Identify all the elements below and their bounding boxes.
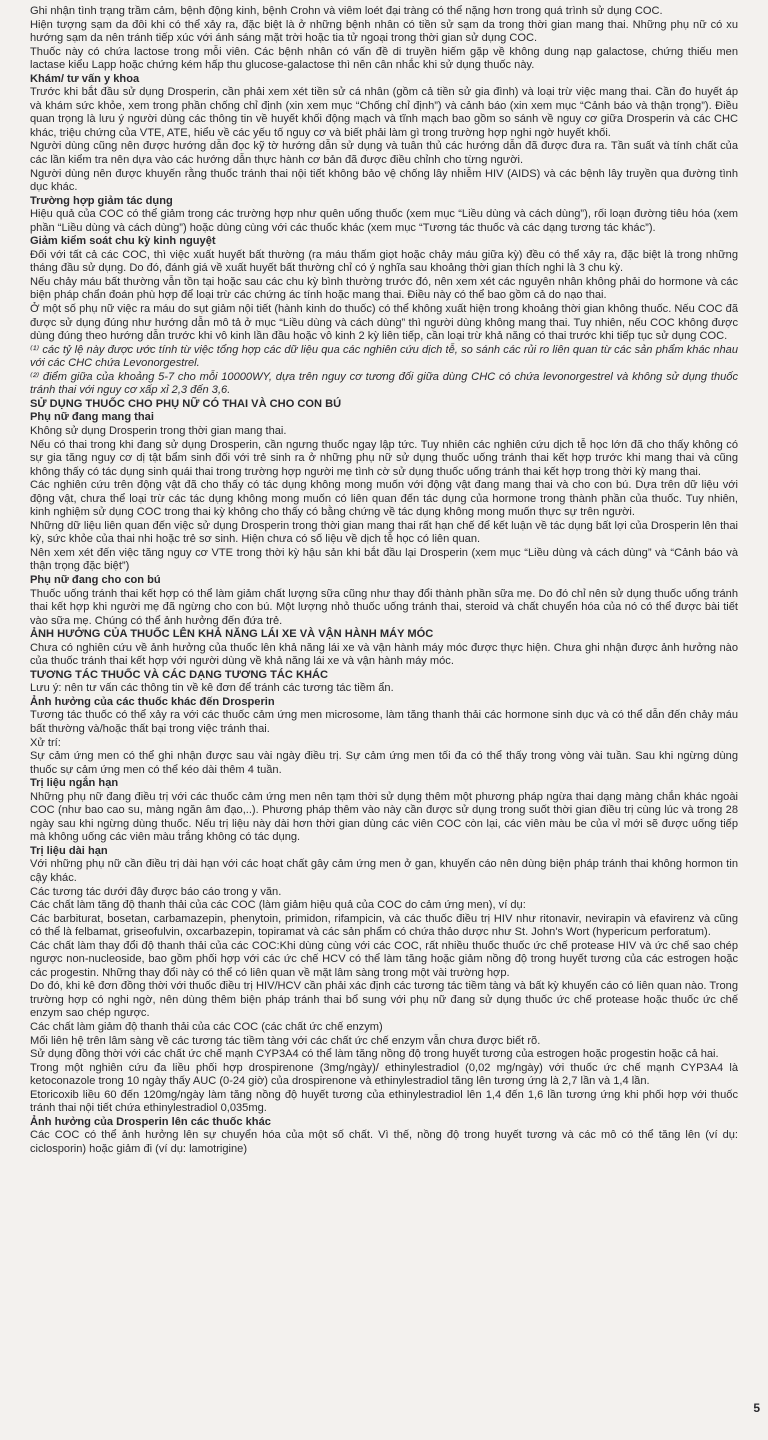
paragraph: Các chất làm tăng độ thanh thải của các COC (làm giảm hiệu quả của COC do cảm ứng men), ví dụ: <box>30 899 526 912</box>
paragraph: Etoricoxib liều 60 đến 120mg/ngày làm tăng nồng độ huyết tương của ethinylestradiol lên 1,4 đến 1,6 lần tương ứng khi phối hợp với thuốc tránh thai nội tiết chứa ethinylestradiol 0,035mg. <box>30 1088 738 1115</box>
paragraph: Chưa có nghiên cứu về ảnh hưởng của thuốc lên khả năng lái xe và vận hành máy móc được thực hiện. Chưa ghi nhận được ảnh hưởng nào của thuốc tránh thai kết hợp với người dùng về khả năng lái xe và vận hành máy móc. <box>30 641 738 668</box>
paragraph: Sự cảm ứng men có thể ghi nhận được sau vài ngày điều trị. Sự cảm ứng men tối đa có thể thấy trong vòng vài tuần. Sau khi ngừng dùng thuốc sự cảm ứng men có thể kéo dài thêm 4 tuần. <box>30 750 738 776</box>
subsection-heading: Phụ nữ đang mang thai <box>30 411 154 424</box>
paragraph: Với những phụ nữ cần điều trị dài hạn với các hoạt chất gây cảm ứng men ở gan, khuyến cáo nên dùng biện pháp tránh thai không hormon tin cậy khác. <box>30 858 738 884</box>
paragraph: Mối liên hệ trên lâm sàng về các tương tác tiềm tàng với các chất ức chế enzym vẫn chưa được biết rõ. <box>30 1034 541 1047</box>
paragraph: Đối với tất cả các COC, thì việc xuất huyết bất thường (ra máu thấm giọt hoặc chảy máu giữa kỳ) đều có thể xảy ra, đặc biệt là trong những tháng đầu sử dụng. Do đó, đánh giá về xuất huyết bất thường chỉ có ý nghĩa sau khoảng thời gian thích nghi là 3 chu kỳ. <box>30 248 738 275</box>
paragraph: Do đó, khi kê đơn đồng thời với thuốc điều trị HIV/HCV cần phải xác định các tương tác tiềm tàng và bất kỳ khuyến cáo có liên quan nào. Trong trường hợp có nghi ngờ, nên dùng thêm biện pháp tránh thai bổ sung với phụ nữ đang sử dụng thuốc ức chế protease hoặc thuốc ức chế enzym sao chép ngược. <box>30 980 738 1020</box>
section-heading: TƯƠNG TÁC THUỐC VÀ CÁC DẠNG TƯƠNG TÁC KHÁC <box>30 668 329 681</box>
paragraph: Ghi nhận tình trạng trầm cảm, bệnh động kinh, bệnh Crohn và viêm loét đại tràng có thể nặng hơn trong quá trình sử dụng COC. <box>30 5 663 17</box>
paragraph: Người dùng cũng nên được hướng dẫn đọc kỹ tờ hướng dẫn sử dụng và tuân thủ các hướng dẫn đã được đưa ra. Tần suất và tính chất của các lần kiểm tra nên dựa vào các hướng dẫn thực hành cơ bản đã được điều chỉnh cho từng người. <box>30 140 738 167</box>
subsection-heading: Khám/ tư vấn y khoa <box>30 72 140 85</box>
paragraph: Hiệu quả của COC có thể giảm trong các trường hợp như quên uống thuốc (xem mục “Liều dùng và cách dùng”), rối loạn đường tiêu hóa (xem phần “Liều dùng và cách dùng”) hoặc dùng cùng với các thuốc khác (xem mục “Tương tác thuốc và các dạng tương tác khác”). <box>30 208 738 234</box>
paragraph: Trong một nghiên cứu đa liều phối hợp drospirenone (3mg/ngày)/ ethinylestradiol (0,02 mg/ngày) với thuốc ức chế mạnh CYP3A4 là ketoconazole trong 10 ngày thấy AUC (0-24 giờ) của drospirenone và ethinylestradiol tăng lên tương ứng là 2,7 lần và 1,4 lần. <box>30 1061 738 1088</box>
subsection-heading: Ảnh hưởng của Drosperin lên các thuốc khác <box>30 1115 271 1128</box>
paragraph: Những phụ nữ đang điều trị với các thuốc cảm ứng men nên tạm thời sử dụng thêm một phương pháp ngừa thai dạng màng chắn khác ngoài COC (như bao cao su, màng ngăn âm đạo,..). Phương pháp thêm vào này cần được sử dụng trong suốt thời gian điều trị cùng lúc và trong 28 ngày sau khi ngừng dùng thuốc. Nếu trị liệu này dài hơn thời gian dùng các viên COC còn lại, các viên màu be của vỉ mới sẽ được uống tiếp mà không uống các viên màu trắng không có tác dụng. <box>30 790 738 844</box>
paragraph: Tương tác thuốc có thể xảy ra với các thuốc cảm ứng men microsome, làm tăng thanh thải các hormone sinh dục và có thể dẫn đến chảy máu bất thường và/hoặc thất bại trong việc tránh thai. <box>30 709 738 735</box>
paragraph: Các chất làm thay đổi độ thanh thải của các COC:Khi dùng cùng với các COC, rất nhiều thuốc thuốc ức chế protease HIV và ức chế sao chép ngược non-nucleoside, bao gồm phối hợp với các ức chế HCV có thể làm tăng hoặc giảm nồng độ trong huyết tương của các estrogen hoặc các progestin. Những thay đổi này có thể có liên quan về mặt lâm sàng trong một vài trường hợp. <box>30 939 738 979</box>
paragraph: Xử trí: <box>30 736 61 749</box>
paragraph: Các nghiên cứu trên động vật đã cho thấy có tác dụng không mong muốn với động vật đang mang thai và cho con bú. Dựa trên dữ liệu với động vật, chưa thể loại trừ các tác dụng không mong muốn có liên quan đến tác dụng của hormone trong thành phần của thuốc. Tuy nhiên, kinh nghiệm sử dụng COC trong thai kỳ không cho thấy có bằng chứng về tác dụng không mong muốn thực sự trên người. <box>30 479 738 519</box>
paragraph: Các barbiturat, bosetan, carbamazepin, phenytoin, primidon, rifampicin, và các thuốc điều trị HIV như ritonavir, nevirapin và efavirenz và cũng có thể là felbamat, griseofulvin, oxcarbazepin, topiramat và các sản phẩm có chứa thảo dược như St. John's Wort (hypericum perforatum). <box>30 912 738 939</box>
paragraph: Hiện tượng sạm da đôi khi có thể xảy ra, đặc biệt là ở những bệnh nhân có tiền sử sạm da trong thời gian mang thai. Những phụ nữ có xu hướng sạm da nên tránh tiếp xúc với ánh sáng mặt trời hoặc tia tử ngoại trong thời gian sử dụng COC. <box>30 18 738 45</box>
subsection-heading: Trị liệu ngắn hạn <box>30 777 119 790</box>
paragraph: Những dữ liệu liên quan đến việc sử dụng Drosperin trong thời gian mang thai rất hạn chế để kết luận về tác dụng bất lợi của Drosperin lên thai kỳ, sức khỏe của thai nhi hoặc trẻ sơ sinh. Hiện chưa có số liệu về dịch tễ học có liên quan. <box>30 519 738 546</box>
paragraph: Trước khi bắt đầu sử dụng Drosperin, cần phải xem xét tiền sử cá nhân (gồm cả tiền sử gia đình) và loại trừ việc mang thai. Cần đo huyết áp và khám sức khỏe, xem trong phần chống chỉ định (xin xem mục “Chống chỉ định”) và cảnh báo (xin xem mục “Cảnh báo và thận trọng”). Điều quan trọng là lưu ý người dùng các thông tin về huyết khối động mạch và tĩnh mạch bao gồm so sánh về nguy cơ giữa Drosperin và các CHC khác, triệu chứng của VTE, ATE, hiểu về các yếu tố nguy cơ và biết phải làm gì trong trường hợp nghi ngờ huyết khối. <box>30 86 738 139</box>
section-heading: SỬ DỤNG THUỐC CHO PHỤ NỮ CÓ THAI VÀ CHO CON BÚ <box>30 397 342 410</box>
subsection-heading: Trường hợp giảm tác dụng <box>30 194 173 207</box>
page-number: 5 <box>753 1401 760 1416</box>
paragraph: Ở một số phụ nữ việc ra máu do sụt giảm nội tiết (hành kinh do thuốc) có thể không xuất hiện trong khoảng thời gian không thuốc. Nếu COC đã được sử dụng đúng như hướng dẫn mô tả ở mục “Liều dùng và cách dùng” thì người dùng không mang thai. Tuy nhiên, nếu COC không được dùng đúng theo hướng dẫn trước khi vô kinh lần đầu hoặc vô kinh 2 kỳ liên tiếp, cần loại trừ khả năng có thai trước khi tiếp tục sử dụng COC. <box>30 303 738 343</box>
paragraph: Các tương tác dưới đây được báo cáo trong y văn. <box>30 885 282 898</box>
footnote: ⁽¹⁾ các tỷ lệ này được ước tính từ việc tổng hợp các dữ liệu qua các nghiên cứu dịch tễ, so sánh các rủi ro liên quan từ các sản phẩm khác nhau với các CHC chứa Levonorgestrel. <box>30 343 738 370</box>
subsection-heading: Ảnh hưởng của các thuốc khác đến Drosperin <box>30 695 275 708</box>
paragraph: Các chất làm giảm độ thanh thải của các COC (các chất ức chế enzym) <box>30 1021 383 1034</box>
paragraph: Thuốc này có chứa lactose trong mỗi viên. Các bệnh nhân có vấn đề di truyền hiếm gặp về không dung nạp galactose, chứng thiếu men lactase kiểu Lapp hoặc chứng kém hấp thu glucose-galactose thì nên cân nhắc khi sử dụng thuốc này. <box>30 45 738 72</box>
paragraph: Các COC có thể ảnh hưởng lên sự chuyển hóa của một số chất. Vì thế, nồng độ trong huyết tương và các mô có thể tăng lên (ví dụ: ciclosporin) hoặc giảm đi (ví dụ: lamotrigine) <box>30 1129 738 1155</box>
paragraph: Lưu ý: nên tư vấn các thông tin về kê đơn để tránh các tương tác tiềm ẩn. <box>30 682 394 695</box>
paragraph: Nên xem xét đến việc tăng nguy cơ VTE trong thời kỳ hậu sản khi bắt đầu lại Drosperin (xem mục “Liều dùng và cách dùng” và “Cảnh báo và thận trọng đặc biệt”) <box>30 546 738 573</box>
leaflet-content <box>30 5 738 1156</box>
paragraph: Sử dụng đồng thời với các chất ức chế mạnh CYP3A4 có thể làm tăng nồng độ trong huyết tương của estrogen hoặc progestin hoặc cả hai. <box>30 1048 719 1061</box>
paragraph: Thuốc uống tránh thai kết hợp có thể làm giảm chất lượng sữa cũng như thay đổi thành phần sữa mẹ. Do đó chỉ nên sử dụng thuốc uống tránh thai kết hợp khi người mẹ đã ngừng cho con bú. Một lượng nhỏ thuốc uống tránh thai, steroid và chất chuyển hóa của nó có thể được bài tiết vào sữa mẹ. Chúng có thể ảnh hưởng đến đứa trẻ. <box>30 587 738 627</box>
paragraph: Không sử dụng Drosperin trong thời gian mang thai. <box>30 424 287 437</box>
subsection-heading: Phụ nữ đang cho con bú <box>30 573 161 586</box>
subsection-heading: Trị liệu dài hạn <box>30 844 108 857</box>
paragraph: Nếu chảy máu bất thường vẫn tồn tại hoặc sau các chu kỳ bình thường trước đó, nên xem xét các nguyên nhân không phải do hormone và các biện pháp chẩn đoán phù hợp để loại trừ các chứng ác tính hoặc mang thai. Điều này có thể bao gồm cả do nạo thai. <box>30 275 738 302</box>
section-heading: ẢNH HƯỞNG CỦA THUỐC LÊN KHẢ NĂNG LÁI XE VÀ VẬN HÀNH MÁY MÓC <box>30 628 434 641</box>
paragraph: Nếu có thai trong khi đang sử dụng Drosperin, cần ngưng thuốc ngay lập tức. Tuy nhiên các nghiên cứu dịch tễ học lớn đã cho thấy không có sự gia tăng nguy cơ dị tật bẩm sinh đối với trẻ sinh ra ở những phụ nữ sử dụng thuốc uống tránh thai kết hợp trước khi mang thai và cũng không thấy có tác dụng sinh quái thai trong trường hợp người mẹ tình cờ sử dụng thuốc uống tránh thai kết hợp trong thời kỳ mang thai. <box>30 438 738 478</box>
subsection-heading: Giảm kiểm soát chu kỳ kinh nguyệt <box>30 235 216 248</box>
footnote: ⁽²⁾ điểm giữa của khoảng 5-7 cho mỗi 10000WY, dựa trên nguy cơ tương đối giữa dùng CHC có chứa levonorgestrel và không sử dụng thuốc tránh thai với nguy cơ xấp xỉ 2,3 đến 3,6. <box>30 370 738 397</box>
paragraph: Người dùng nên được khuyến rằng thuốc tránh thai nội tiết không bảo vệ chống lây nhiễm HIV (AIDS) và các bệnh lây truyền qua đường tình dục khác. <box>30 167 738 194</box>
